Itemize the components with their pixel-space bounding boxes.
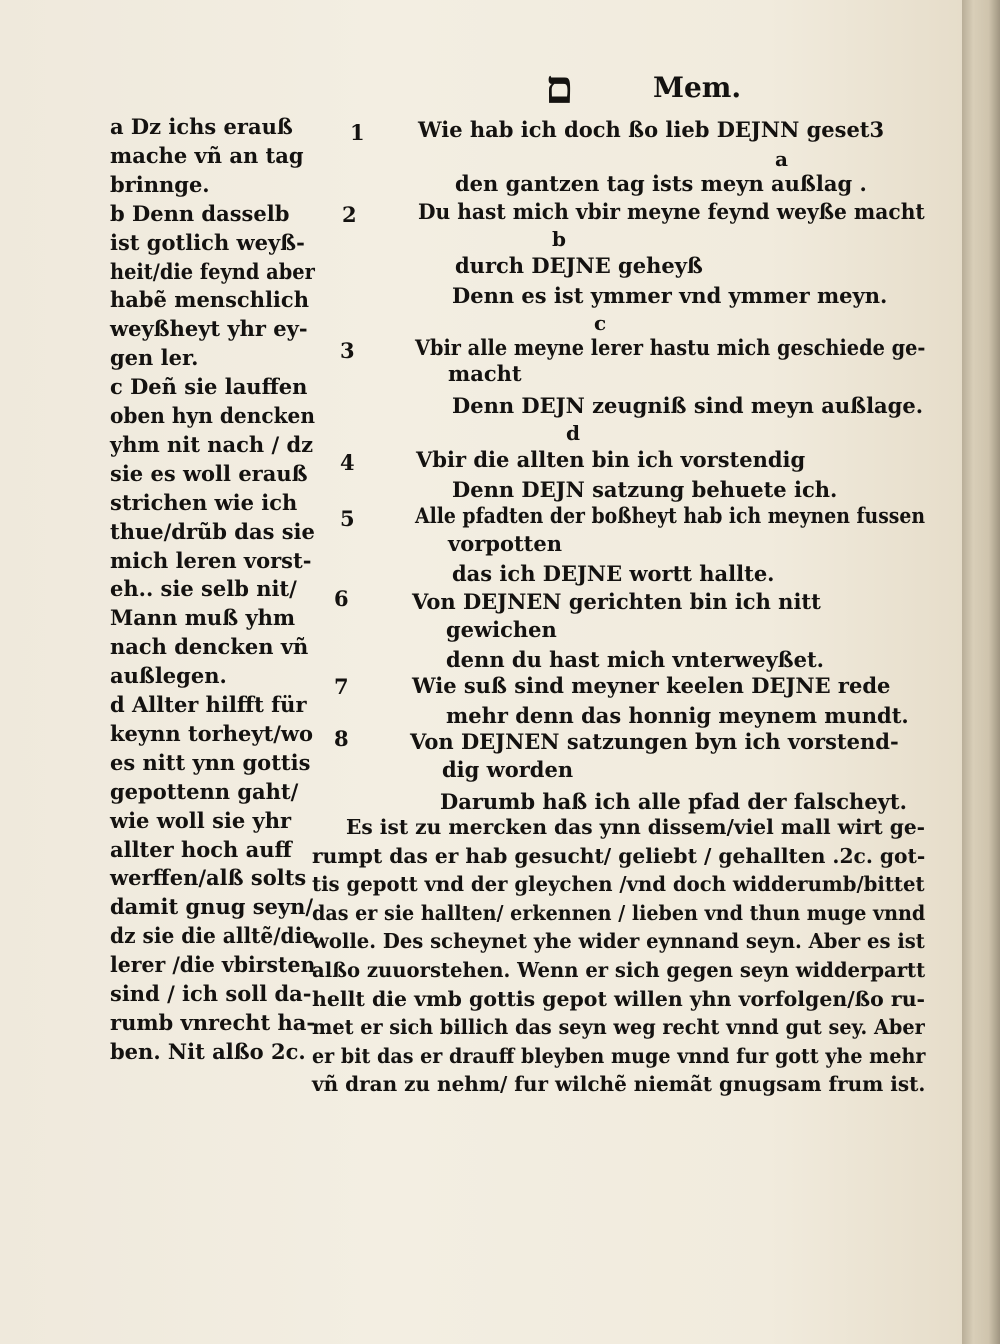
gloss-line: sind / ich soll da- — [110, 981, 312, 1006]
commentary-line: Es ist zu mercken das ynn dissem/viel mall wirt ge- — [346, 815, 926, 839]
verse-line: Vbir alle meyne lerer hastu mich geschiede ge- — [415, 335, 926, 360]
verse-line: Wie suß sind meyner keelen DEJNE rede — [412, 673, 891, 698]
verse-line: Darumb haß ich alle pfad der falscheyt. — [440, 789, 907, 814]
gloss-line: heit/die feynd aber — [110, 258, 315, 284]
gloss-line: thue/drũb das sie — [110, 518, 315, 544]
gloss-line: d Allter hilfft für — [110, 692, 307, 717]
gloss-line: weyßheyt yhr ey- — [110, 316, 308, 342]
commentary-line: er bit das er drauff bleyben muge vnnd fur gott yhe mehr — [312, 1043, 926, 1068]
verse-number: 6 — [334, 586, 349, 611]
gloss-line: habẽ menschlich — [110, 287, 309, 313]
verse-number: 5 — [340, 506, 355, 531]
gloss-line: b Denn dasselb — [110, 200, 290, 226]
page-title: Mem. — [653, 71, 742, 104]
verse-number: 1 — [350, 120, 365, 145]
verse-line: Du hast mich vbir meyne feynd weyße macht — [418, 199, 925, 224]
gloss-line: mich leren vorst- — [110, 547, 312, 573]
gloss-line: damit gnug seyn/ — [110, 894, 314, 920]
gloss-line: yhm nit nach / dz — [110, 431, 314, 457]
gloss-line: werffen/alß solts — [110, 865, 307, 891]
gloss-line: keynn torheyt/wo — [110, 720, 314, 746]
verse-number: 4 — [340, 450, 355, 475]
gloss-marker: b — [552, 227, 566, 251]
gloss-line: sie es woll erauß — [110, 460, 308, 486]
gloss-line: strichen wie ich — [110, 489, 298, 515]
verse-number: 8 — [334, 726, 349, 751]
verse-line: Von DEJNEN satzungen byn ich vorstend- — [410, 729, 899, 754]
verse-line: den gantzen tag ists meyn außlag . — [455, 171, 867, 196]
commentary-line: das er sie hallten/ erkennen / lieben vnd thun muge vnnd — [312, 900, 926, 925]
gloss-line: außlegen. — [110, 663, 227, 689]
commentary-line: rumpt das er hab gesucht/ geliebt / gehallten .2c. got- — [312, 843, 926, 868]
gloss-line: mache vñ an tag — [110, 142, 304, 168]
verse-line: das ich DEJNE wortt hallte. — [452, 561, 775, 586]
verse-number: 2 — [342, 202, 357, 227]
verse-line: Vbir die allten bin ich vorstendig — [416, 447, 806, 472]
gloss-line: nach dencken vñ — [110, 634, 309, 660]
gloss-line: gen ler. — [110, 345, 199, 371]
gloss-marker: d — [566, 421, 580, 445]
verse-line: dig worden — [442, 757, 574, 782]
gloss-line: ist gotlich weyß- — [110, 229, 305, 255]
gloss-line: lerer /die vbirsten — [110, 952, 316, 978]
verse-line: gewichen — [446, 617, 557, 642]
verse-line: vorpotten — [448, 531, 562, 556]
verse-number: 3 — [340, 338, 355, 363]
gloss-line: wie woll sie yhr — [110, 807, 292, 833]
gloss-line: a Dz ichs erauß — [110, 114, 293, 139]
commentary-line: alßo zuuorstehen. Wenn er sich gegen seyn widderpartt — [312, 958, 926, 982]
commentary-line: vñ dran zu nehm/ fur wilchẽ niemãt gnugsam frum ist. — [312, 1072, 926, 1097]
verse-line: denn du hast mich vnterweyßet. — [446, 647, 824, 672]
verse-number: 7 — [334, 674, 349, 699]
gloss-line: eh.. sie selb nit/ — [110, 576, 297, 602]
verse-line: Denn DEJN satzung behuete ich. — [452, 477, 838, 502]
gloss-line: es nitt ynn gottis — [110, 749, 311, 775]
verse-line: macht — [448, 361, 522, 386]
verse-line: mehr denn das honnig meynem mundt. — [446, 703, 909, 728]
gloss-line: ben. Nit alßo 2c. — [110, 1038, 306, 1064]
commentary-line: wolle. Des scheynet yhe wider eynnand seyn. Aber es ist — [312, 929, 925, 954]
verse-line: Denn es ist ymmer vnd ymmer meyn. — [452, 283, 888, 308]
verse-line: Wie hab ich doch ßo lieb DEJNN geset3 — [418, 117, 885, 142]
commentary-line: tis gepott vnd der gleychen /vnd doch widderumb/bittet — [312, 872, 925, 897]
gloss-line: rumb vnrecht ha- — [110, 1009, 316, 1035]
verse-line: Denn DEJN zeugniß sind meyn außlage. — [452, 393, 924, 418]
verse-line: Alle pfadten der boßheyt hab ich meynen fussen — [415, 503, 926, 528]
commentary-line: met er sich billich das seyn weg recht vnnd gut sey. Aber — [312, 1015, 925, 1040]
gloss-line: dz sie die alltẽ/die — [110, 923, 316, 949]
verse-line: Von DEJNEN gerichten bin ich nitt — [412, 589, 821, 614]
gloss-line: Mann muß yhm — [110, 605, 296, 631]
gloss-line: allter hoch auff — [110, 836, 292, 862]
gloss-line: c Deñ sie lauffen — [110, 374, 308, 400]
verse-line: durch DEJNE geheyß — [455, 253, 703, 278]
gloss-marker: c — [594, 311, 607, 335]
hebrew-letter-mem: ם — [545, 60, 574, 114]
gloss-line: brinnge. — [110, 171, 210, 197]
commentary-line: hellt die vmb gottis gepot willen yhn vorfolgen/ßo ru- — [312, 986, 926, 1011]
gloss-marker: a — [775, 147, 788, 171]
page-edge — [962, 0, 1000, 1344]
gloss-line: gepottenn gaht/ — [110, 778, 299, 804]
gloss-line: oben hyn dencken — [110, 403, 315, 428]
